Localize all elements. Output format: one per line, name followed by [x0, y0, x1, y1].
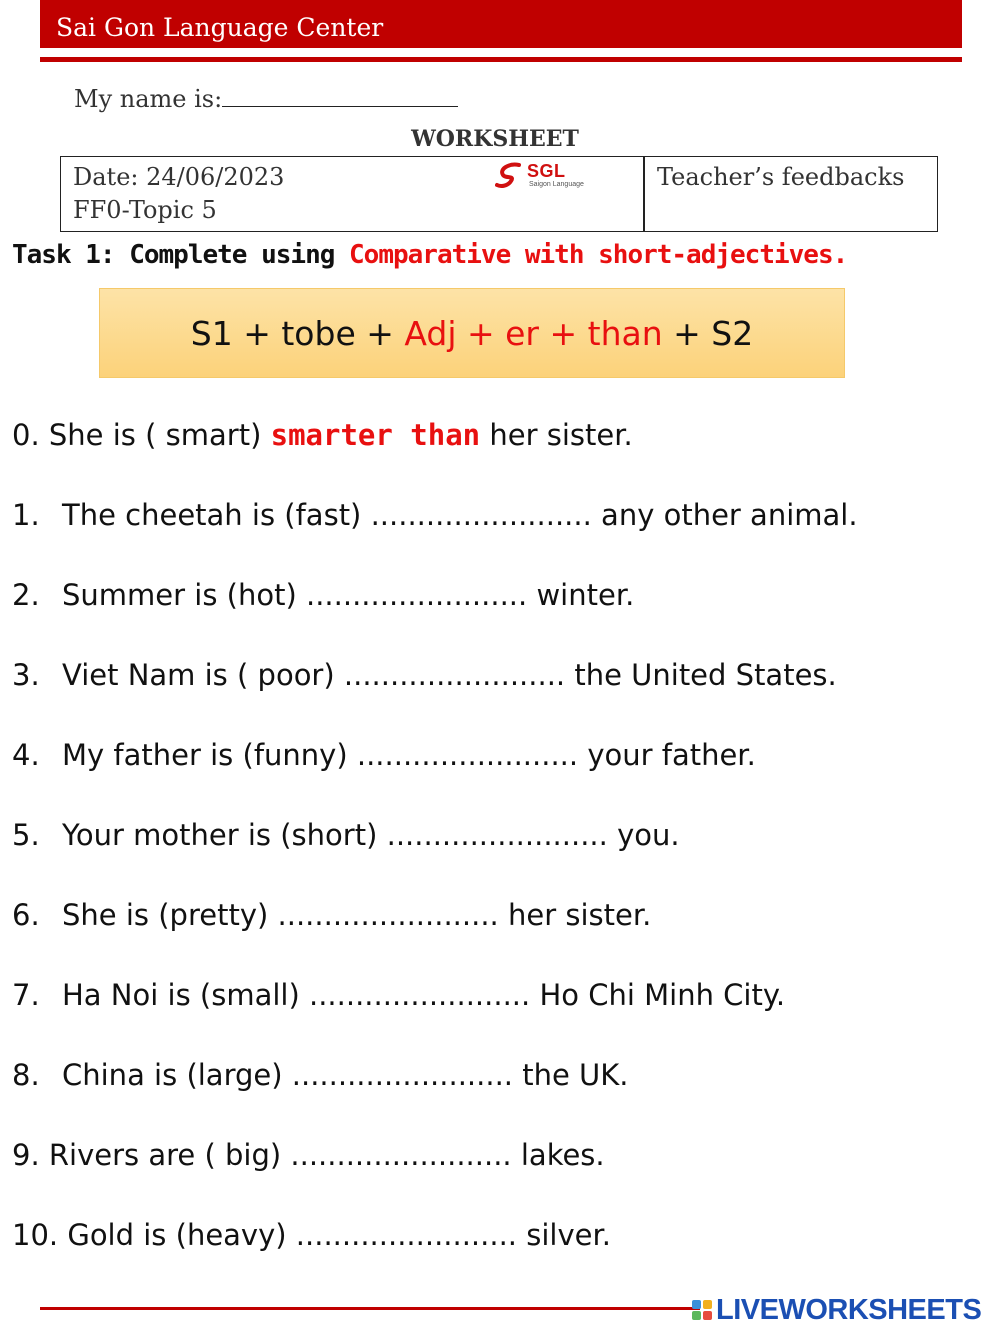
- sgl-logo-icon: [495, 161, 527, 191]
- formula-part-3: + S2: [662, 313, 754, 353]
- formula-part-1: S1 + tobe +: [190, 313, 405, 353]
- question-text: Viet Nam is ( poor) ........................ the United States.: [62, 658, 837, 692]
- question-item[interactable]: [12, 498, 858, 532]
- name-blank[interactable]: [222, 84, 458, 107]
- task-highlight: Comparative with short-adjectives.: [349, 240, 848, 270]
- table-divider: [643, 157, 645, 231]
- name-label: My name is:: [74, 85, 223, 113]
- liveworksheets-icon: [692, 1300, 712, 1320]
- question-text: Summer is (hot) ........................ winter.: [62, 578, 635, 612]
- example-number: 0.: [12, 418, 40, 452]
- question-number: 2.: [12, 578, 40, 612]
- question-item[interactable]: [12, 658, 837, 692]
- question-number: 4.: [12, 738, 40, 772]
- question-item[interactable]: [12, 738, 756, 772]
- question-text: China is (large) ........................ the UK.: [62, 1058, 629, 1092]
- question-number: 9.: [12, 1138, 40, 1172]
- example-before: She is ( smart): [48, 418, 271, 452]
- topic-text: FF0-Topic 5: [73, 196, 217, 224]
- question-item[interactable]: [12, 898, 651, 932]
- liveworksheets-text: LIVEWORKSHEETS: [716, 1293, 982, 1326]
- header-divider: [40, 57, 962, 62]
- question-item[interactable]: [12, 578, 634, 612]
- sgl-logo: [495, 161, 587, 193]
- question-item[interactable]: [12, 1058, 629, 1092]
- feedback-label: Teacher’s feedbacks: [657, 163, 905, 191]
- formula-box: [99, 288, 845, 378]
- question-text: My father is (funny) ........................ your father.: [62, 738, 756, 772]
- question-text: Gold is (heavy) ........................ silver.: [67, 1218, 611, 1252]
- question-text: Ha Noi is (small) ........................ Ho Chi Minh City.: [62, 978, 786, 1012]
- center-name: Sai Gon Language Center: [56, 13, 384, 42]
- question-number: 5.: [12, 818, 40, 852]
- question-text: She is (pretty) ........................ her sister.: [62, 898, 652, 932]
- question-text: Your mother is (short) ........................ you.: [62, 818, 680, 852]
- question-item[interactable]: [12, 1138, 605, 1172]
- task-prefix: Task 1: Complete using: [12, 240, 350, 270]
- question-item[interactable]: [12, 1218, 611, 1252]
- question-number: 6.: [12, 898, 40, 932]
- logo-subtext: Saigon Language: [529, 181, 584, 188]
- name-field: [74, 84, 458, 113]
- example-item: [12, 418, 633, 452]
- example-answer: smarter than: [270, 418, 481, 452]
- question-number: 7.: [12, 978, 40, 1012]
- logo-text: SGL: [527, 161, 566, 181]
- question-number: 1.: [12, 498, 40, 532]
- example-after: her sister.: [480, 418, 633, 452]
- worksheet-title: WORKSHEET: [411, 126, 579, 152]
- date-text: Date: 24/06/2023: [73, 163, 285, 191]
- question-number: 8.: [12, 1058, 40, 1092]
- task-title: [12, 240, 847, 270]
- formula-part-2: Adj + er + than: [404, 313, 663, 353]
- question-item[interactable]: [12, 818, 680, 852]
- question-text: The cheetah is (fast) ........................ any other animal.: [62, 498, 858, 532]
- question-item[interactable]: [12, 978, 785, 1012]
- info-table: [60, 156, 938, 232]
- question-number: 10.: [12, 1218, 59, 1252]
- footer-divider: [40, 1307, 700, 1310]
- liveworksheets-logo[interactable]: [692, 1293, 981, 1327]
- question-text: Rivers are ( big) ........................ lakes.: [48, 1138, 605, 1172]
- question-number: 3.: [12, 658, 40, 692]
